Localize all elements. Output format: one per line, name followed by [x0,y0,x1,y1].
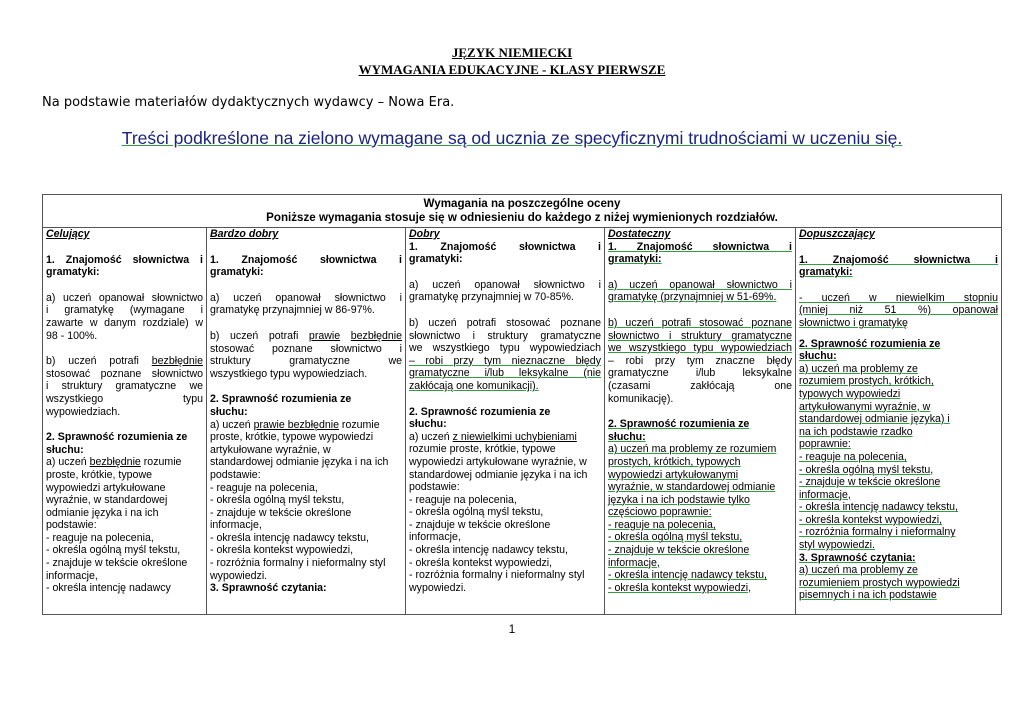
section-heading: gramatyki: [210,266,264,279]
text-fragment: rozumie [140,456,182,469]
list-item: - reaguje na polecenia, [46,531,154,544]
text-line: wyraźnie, w standardowej [46,494,168,507]
intro-text: Na podstawie materiałów dydaktycznych wydawcy – Nowa Era. [42,95,455,110]
text-line [46,355,203,368]
section-heading: 2. Sprawność rozumienia ze [210,393,352,406]
text-line: – robi przy tym nieznaczne błędy [409,354,601,367]
list-item: - określa intencję nadawcy tekstu, [799,501,958,514]
section-heading: 1. Znajomość słownictwa i [409,240,601,253]
text-line: we wszystkiego typu wypowiedziach [409,342,601,355]
underlined-word: z niewielkimi uchybieniami [452,430,577,443]
text-line: stosować poznane słownictwo i [210,342,402,355]
text-line: - uczeń w niewielkim stopniu [799,291,998,304]
text-fragment: rozumie [338,418,380,431]
section-heading: gramatyki: [409,253,463,266]
document-subtitle: WYMAGANIA EDUKACYJNE - KLASY PIERWSZE [358,62,666,77]
text-line: artykułowane wyraźnie, w [210,443,331,456]
text-line: rozumieniem prostych wypowiedzi [799,576,960,589]
section-heading: 2. Sprawność rozumienia ze [799,337,941,350]
text-line: wypowiedzi artykułowanymi [608,468,739,481]
list-item: - określa ogólną myśl tekstu, [608,531,743,544]
text-line: słownictwo i gramatykę [799,316,908,329]
text-line: poprawnie: [799,438,851,451]
grade-name: Dostateczny [608,228,671,240]
text-line: podstawie: [210,468,261,481]
text-line: – robi przy tym znaczne błędy [608,354,792,367]
list-item: - znajduje w tekście określone [210,506,352,519]
text-line: struktury gramatyczne we [210,355,402,368]
list-item: - znajduje w tekście określone [799,476,941,489]
text-line: standardowej odmianie języka i na ich [409,468,588,481]
text-line: a) uczeń ma problemy ze rozumiem [608,443,777,456]
text-line: i struktury gramatyczne we [46,380,203,393]
section-heading: słuchu: [46,443,84,456]
document-title: JĘZYK NIEMIECKI [451,45,573,60]
text-line: 98 - 100%. [46,329,98,342]
grade-name: Dopuszczający [799,228,875,240]
text-line: gramatyczne i/lub leksykalne (nie [409,367,601,380]
text-line: języka i na ich podstawie tylko [608,493,750,506]
text-line: wyraźnie, w standardowej odmianie [608,481,776,494]
grade-name: Dobry [409,228,440,240]
list-item: - reaguje na polecenia, [409,493,517,506]
text-line: we wszystkiego typu wypowiedziach [608,342,792,355]
text-line: (czasami zakłócają one [608,379,792,392]
list-item: - określa intencję nadawcy tekstu, [409,544,568,557]
text-line: standardowej odmianie języka) i [799,413,950,426]
text-line [210,330,402,343]
list-item: - znajduje w tekście określone [46,557,188,570]
text-line [409,431,601,444]
text-line: prostych, krótkich, typowych [608,455,741,468]
section-heading: gramatyki: [608,253,662,266]
section-heading: 3. Sprawność czytania: [799,551,916,564]
list-item: - znajduje w tekście określone [608,544,750,557]
column-celujacy [43,228,207,614]
section-heading: 3. Sprawność czytania: [210,582,327,595]
list-item: - znajduje w tekście określone [409,518,551,531]
text-line: b) uczeń potrafi stosować poznane [409,316,601,329]
text-line: a) uczeń opanował słownictwo i [210,291,402,304]
text-line: częściowo poprawnie: [608,506,712,519]
section-heading: 1. Znajomość słownictwa i [799,253,998,266]
underlined-word: bezbłędnie [350,329,402,342]
section-heading: 2. Sprawność rozumienia ze [409,405,551,418]
text-line: wszystkiego typu [46,392,203,405]
text-line: słownictwo i struktury gramatyczne [409,329,601,342]
text-line: na ich podstawie rzadko [799,425,913,438]
list-item: - określa kontekst wypowiedzi, [409,556,553,569]
text-line: podstawie: [46,519,97,532]
section-heading: 1. Znajomość słownictwa i [46,253,203,266]
text-line: pisemnych i na ich podstawie [799,589,937,602]
text-line: proste, krótkie, typowe wypowiedzi [210,431,374,444]
requirements-table [42,194,1002,615]
text-line [210,419,402,432]
grade-name: Bardzo dobry [210,228,279,240]
column-bardzo-dobry [207,228,406,614]
section-heading: słuchu: [799,350,837,363]
text-line: typowych wypowiedzi [799,387,901,400]
underlined-word: bezbłędnie [151,355,203,368]
list-item: - określa ogólną myśl tekstu, [799,463,934,476]
text-line: a) uczeń ma problemy ze [799,362,918,375]
text-line: wypowiedzi artykułowane [46,481,166,494]
text-fragment: b) uczeń potrafi [46,355,152,368]
list-item: - określa intencję nadawcy tekstu, [210,531,369,544]
text-line: a) uczeń opanował słownictwo i [409,278,601,291]
grade-name: Celujący [46,228,90,240]
list-item: - reaguje na polecenia, [608,518,716,531]
list-item: - rozróżnia formalny i nieformalny styl [409,569,585,582]
page-number: 1 [508,622,516,636]
table-header-line1: Wymagania na poszczególne oceny [423,197,621,210]
underlined-word: prawie [308,329,341,342]
section-heading: 1. Znajomość słownictwa i [210,253,402,266]
text-line: wypowiedziach. [46,405,121,418]
list-item: - określa kontekst wypowiedzi, [210,544,354,557]
underlined-word: bezbłędnie [89,456,141,469]
list-item: - reaguje na polecenia, [210,481,318,494]
section-heading: gramatyki: [46,266,100,279]
column-dostateczny [605,228,796,614]
text-line: (mniej niż 51 %) opanował [799,304,998,317]
section-heading: 2. Sprawność rozumienia ze [608,418,750,431]
list-item: informacje, [409,531,461,544]
list-item: styl wypowiedzi. [799,539,875,552]
text-fragment: a) uczeń [409,430,453,443]
list-item: - rozróżnia formalny i nieformalny styl [210,557,386,570]
text-line: rozumiem prostych, krótkich, [799,375,934,388]
list-item: - określa intencję nadawcy [46,582,171,595]
column-dopuszczajacy [796,228,1001,614]
section-heading: słuchu: [409,418,447,431]
text-fragment: a) uczeń [210,418,254,431]
table-header-line2: Poniższe wymagania stosuje się w odniesieniu do każdego z niżej wymienionych rozdziałów. [266,211,778,224]
list-item: - określa ogólną myśl tekstu, [46,544,181,557]
text-line: gramatykę przynajmniej w 86-97%. [210,304,375,317]
list-item: - reaguje na polecenia, [799,450,907,463]
list-item: informacje, [46,569,98,582]
green-underline-note: Treści podkreślone na zielono wymagane są od ucznia ze specyficznymi trudnościami w uczeniu się. [121,128,903,148]
section-heading: słuchu: [608,430,646,443]
list-item: - określa intencję nadawcy tekstu, [608,569,767,582]
text-line: rozumie proste, krótkie, typowe [409,443,556,456]
grade-columns [43,228,1001,614]
text-fragment: a) uczeń [46,456,90,469]
text-line [46,456,203,469]
section-heading: 1. Znajomość słownictwa i [608,240,792,253]
list-item: informacje, [799,488,851,501]
list-item: - rozróżnia formalny i nieformalny [799,526,956,539]
text-line: gramatyczne i/lub leksykalne [608,367,792,380]
text-line: a) uczeń opanował słownictwo [46,291,203,304]
text-line: artykułowanymi wyraźnie, w [799,400,931,413]
list-item: - określa kontekst wypowiedzi, [799,513,943,526]
text-line: słownictwo i struktury gramatyczne [608,329,792,342]
section-heading: 2. Sprawność rozumienia ze [46,431,188,444]
text-fragment: b) uczeń potrafi [210,329,309,342]
list-item: - określa ogólną myśl tekstu, [210,494,345,507]
table-header [43,195,1001,228]
text-line: komunikację). [608,392,674,405]
list-item: wypowiedzi. [409,581,467,594]
text-line: proste, krótkie, typowe [46,468,152,481]
text-line: stosować poznane słownictwo [46,367,203,380]
text-line: zakłócają one komunikacji). [409,379,539,392]
text-line: a) uczeń ma problemy ze [799,564,918,577]
list-item: - określa kontekst wypowiedzi, [608,581,752,594]
text-line: gramatykę przynajmniej w 70-85%. [409,291,574,304]
text-fragment [340,330,351,342]
text-line: gramatykę (przynajmniej w 51-69%. [608,291,777,304]
text-line: podstawie: [409,481,460,494]
underlined-word: prawie bezbłędnie [253,418,339,431]
list-item: - określa ogólną myśl tekstu, [409,506,544,519]
list-item: informacje, [608,556,660,569]
text-line: i gramatykę (wymagane i [46,304,203,317]
section-heading: gramatyki: [799,266,853,279]
column-dobry [406,228,605,614]
text-line: b) uczeń potrafi stosować poznane [608,316,792,329]
text-line: wszystkiego typu wypowiedziach. [210,367,368,380]
text-line: zawarte w danym rozdziale) w [46,316,203,329]
text-line: a) uczeń opanował słownictwo i [608,278,792,291]
list-item: wypowiedzi. [210,569,268,582]
section-heading: słuchu: [210,405,248,418]
text-line: wypowiedzi artykułowane wyraźnie, w [409,455,587,468]
text-line: odmianie języka i na ich [46,506,159,519]
list-item: informacje, [210,519,262,532]
text-line: standardowej odmianie języka i na ich [210,456,389,469]
